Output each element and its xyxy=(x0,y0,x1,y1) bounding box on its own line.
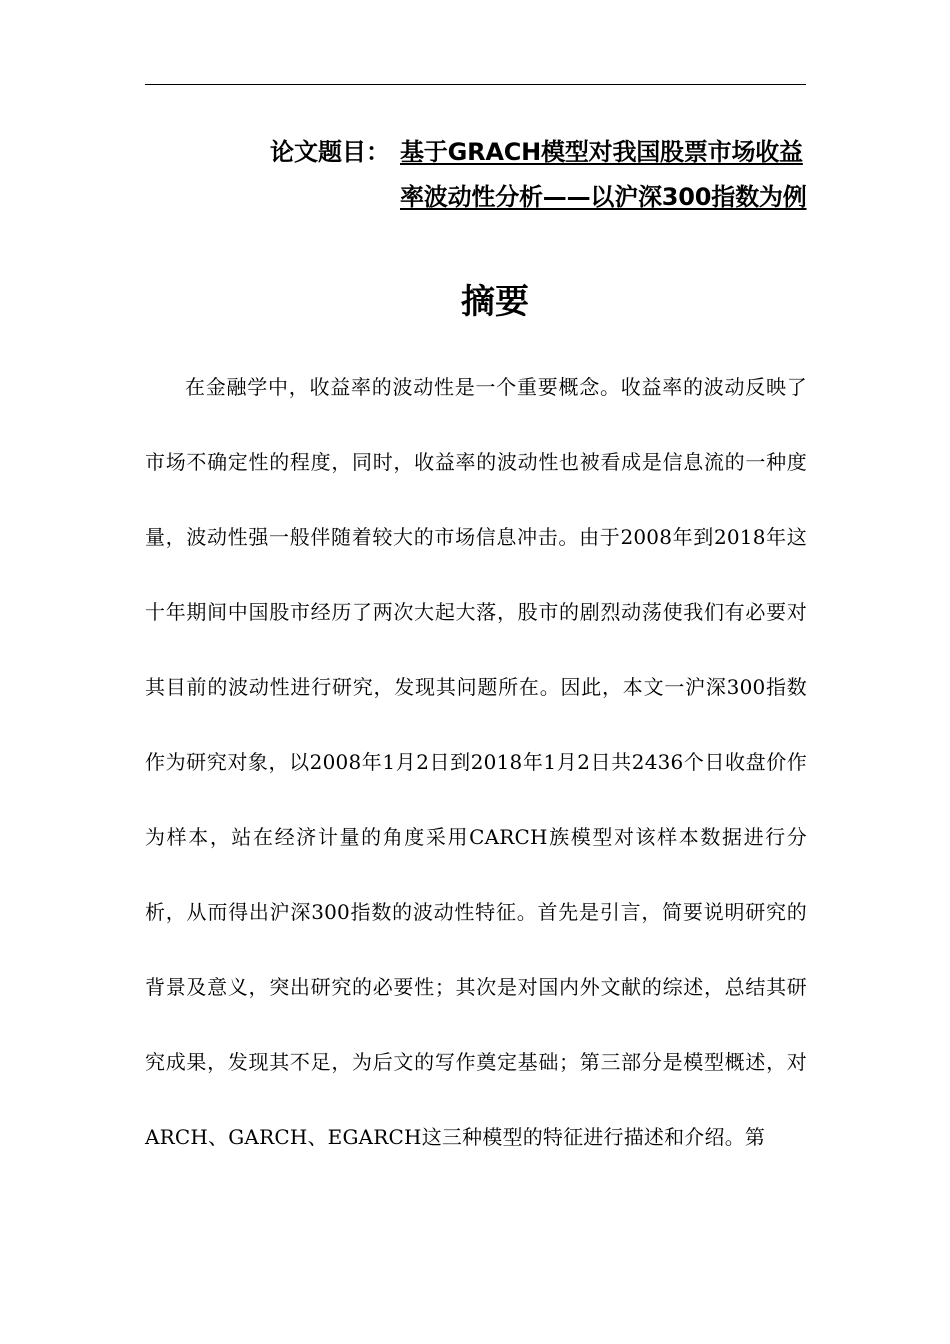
thesis-title-label: 论文题目： xyxy=(270,138,390,166)
abstract-body: 在金融学中，收益率的波动性是一个重要概念。收益率的波动反映了市场不确定性的程度，同时，收益率的波动性也被看成是信息流的一种度量，波动性强一般伴随着较大的市场信息冲击。由于2008年到2018年这十年期间中国股市经历了两次大起大落，股市的剧烈动荡使我们有必要对其目前的波动性进行研究，发现其问题所在。因此，本文一沪深300指数作为研究对象，以2008年1月2日到2018年1月2日共2436个日收盘价作为样本，站在经济计量的角度采用CARCH族模型对该样本数据进行分析，从而得出沪深300指数的波动性特征。首先是引言，简要说明研究的背景及意义，突出研究的必要性；其次是对国内外文献的综述，总结其研究成果，发现其不足，为后文的写作奠定基础；第三部分是模型概述，对ARCH、GARCH、EGARCH这三种模型的特征进行描述和介绍。第 xyxy=(145,375,807,1149)
abstract-heading: 摘要 xyxy=(461,282,529,322)
header-rule xyxy=(145,84,806,85)
thesis-title: 基于GRACH模型对我国股票市场收益率波动性分析——以沪深300指数为例 xyxy=(400,138,807,211)
